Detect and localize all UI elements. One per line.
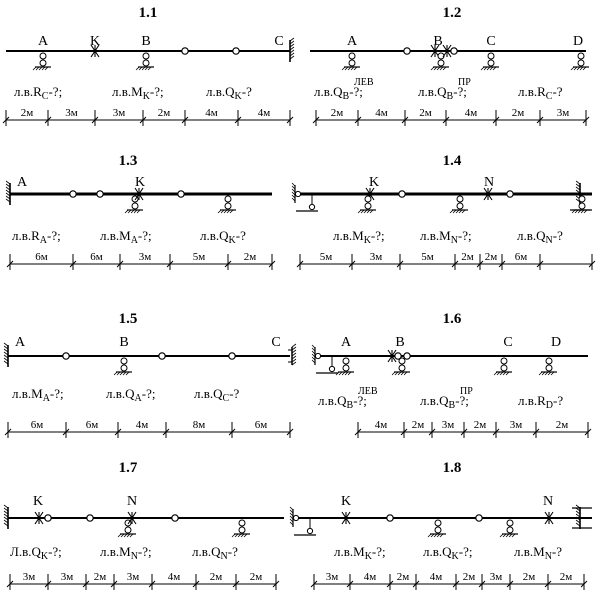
problem-title: 1.2 [442, 5, 462, 21]
influence-line-query [423, 544, 472, 562]
hinge-icon [178, 191, 184, 197]
hinge-icon [476, 515, 482, 521]
span-length-label: 2м [330, 107, 344, 119]
influence-line-query [206, 84, 252, 102]
query-subscript: D [545, 400, 554, 411]
influence-line-query [12, 228, 61, 246]
span-length-label: 2м [396, 571, 410, 583]
query-prefix: л.в.M [334, 544, 365, 559]
query-prefix: Л.в.Q [10, 544, 41, 559]
query-subscript: C [222, 393, 230, 404]
query-subscript: K [40, 551, 49, 562]
pin-support-icon [450, 196, 468, 214]
query-superscript: ПР [460, 386, 473, 397]
pin-support-icon [136, 53, 154, 71]
point-label: B [433, 34, 443, 49]
query-subscript: K [451, 551, 459, 562]
query-suffix: -? [241, 84, 252, 99]
point-label: C [274, 34, 284, 49]
span-length-label: 8м [192, 419, 206, 431]
sliding-clamp-icon [288, 344, 296, 365]
span-length-label: 2м [419, 107, 432, 119]
fixed-support-icon [290, 38, 294, 62]
query-prefix: л.в.R [14, 84, 42, 99]
query-prefix: л.в.Q [206, 84, 235, 99]
span-length-label: 3м [126, 571, 140, 583]
query-suffix: -? [552, 228, 563, 243]
pin-support-icon [500, 520, 518, 538]
query-subscript: K [364, 551, 372, 562]
pin-support-icon [481, 53, 499, 71]
query-prefix: л.в.M [112, 84, 143, 99]
point-label: K [89, 34, 101, 49]
query-suffix: -?; [149, 84, 164, 99]
point-label: B [119, 335, 129, 350]
hinge-icon [451, 48, 457, 54]
span-length-label: 2м [559, 571, 573, 583]
dimension-line [5, 419, 293, 438]
query-suffix: -?; [457, 228, 472, 243]
point-label: N [126, 494, 138, 509]
query-suffix: -?; [455, 393, 469, 408]
span-length-label: 3м [138, 251, 152, 263]
pin-support-icon [539, 358, 557, 376]
query-subscript: N [450, 235, 458, 246]
problem-panel-8 [290, 460, 592, 590]
pin-support-icon [494, 358, 512, 376]
query-prefix: л.в.Q [200, 228, 229, 243]
hinge-icon [159, 353, 165, 359]
span-length-label: 3м [112, 107, 126, 119]
influence-line-query [14, 84, 62, 102]
point-label: N [542, 494, 554, 509]
influence-line-query [200, 228, 246, 246]
query-subscript: K [234, 91, 242, 102]
query-subscript: N [130, 551, 138, 562]
influence-line-query [100, 544, 152, 562]
query-suffix: -?; [349, 84, 363, 99]
query-subscript: A [130, 235, 138, 246]
span-length-label: 6м [90, 251, 103, 263]
span-length-label: 3м [489, 571, 503, 583]
span-length-label: 6м [514, 251, 528, 263]
query-suffix: -? [551, 544, 563, 559]
query-prefix: л.в.Q [423, 544, 452, 559]
span-length-label: 4м [374, 419, 388, 431]
influence-line-query [106, 386, 155, 404]
span-length-label: 6м [85, 419, 99, 431]
pin-support-icon [232, 520, 250, 538]
span-length-label: 5м [192, 251, 206, 263]
query-subscript: A [39, 235, 48, 246]
query-subscript: N [545, 235, 553, 246]
span-length-label: 2м [484, 251, 498, 263]
span-length-label: 3м [65, 107, 78, 119]
hinge-icon [387, 515, 393, 521]
point-label: N [483, 175, 495, 190]
hinge-icon [229, 353, 235, 359]
influence-line-query [334, 544, 386, 562]
query-superscript: ПР [458, 77, 471, 88]
query-suffix: -?; [141, 386, 156, 401]
query-prefix: л.в.Q [418, 84, 447, 99]
hinge-icon [182, 48, 188, 54]
point-label: A [340, 335, 352, 350]
query-suffix: -?; [47, 228, 61, 243]
span-length-label: 3м [60, 571, 74, 583]
pin-support-icon [118, 520, 136, 538]
query-suffix: -?; [371, 544, 386, 559]
span-length-label: 2м [93, 571, 107, 583]
point-label: K [368, 175, 380, 190]
query-subscript: N [220, 551, 228, 562]
hinge-icon [399, 191, 405, 197]
query-subscript: K [228, 235, 236, 246]
influence-line-query [514, 544, 562, 562]
span-length-label: 2м [243, 251, 257, 263]
query-suffix: -? [552, 84, 563, 99]
point-label: C [486, 34, 496, 49]
query-prefix: л.в.Q [420, 393, 449, 408]
vertical-roller-support-icon [290, 507, 316, 535]
query-prefix: л.в.M [420, 228, 451, 243]
pin-support-icon [125, 196, 143, 214]
query-suffix: -?; [48, 544, 62, 559]
influence-line-query [518, 393, 563, 411]
query-prefix: л.в.Q [192, 544, 221, 559]
problem-panel-1 [3, 5, 294, 126]
point-label: C [271, 335, 281, 350]
span-length-label: 6м [254, 419, 268, 431]
influence-line-query [420, 228, 472, 246]
vertical-roller-support-icon [292, 183, 318, 211]
influence-line-query [112, 84, 164, 102]
query-prefix: л.в.M [100, 228, 131, 243]
influence-line-query [100, 228, 152, 246]
query-suffix: -? [235, 228, 246, 243]
dimension-line [7, 251, 275, 270]
query-prefix: л.в.M [12, 386, 43, 401]
query-subscript: C [41, 91, 49, 102]
span-length-label: 4м [167, 571, 181, 583]
influence-line-query [517, 228, 563, 246]
problem-panel-6 [312, 311, 591, 438]
span-length-label: 2м [157, 107, 171, 119]
influence-line-query [518, 84, 563, 102]
query-subscript: B [446, 91, 454, 102]
query-suffix: -?; [370, 228, 385, 243]
dimension-line [313, 107, 589, 126]
query-suffix: -?; [453, 84, 467, 99]
span-length-label: 5м [319, 251, 333, 263]
span-length-label: 6м [35, 251, 48, 263]
query-prefix: л.в.Q [517, 228, 546, 243]
hinge-icon [404, 353, 410, 359]
span-length-label: 2м [249, 571, 263, 583]
point-label: C [503, 335, 513, 350]
hinge-icon [172, 515, 178, 521]
span-length-label: 4м [135, 419, 149, 431]
point-label: A [37, 34, 49, 49]
span-length-label: 2м [511, 107, 525, 119]
span-length-label: 4м [257, 107, 271, 119]
span-length-label: 5м [421, 251, 434, 263]
span-length-label: 2м [461, 251, 474, 263]
query-suffix: -?; [137, 228, 152, 243]
problem-panel-3 [6, 153, 275, 270]
problem-title: 1.5 [118, 311, 138, 327]
point-label: K [32, 494, 44, 509]
span-length-label: 2м [473, 419, 487, 431]
vertical-roller-support-icon [312, 345, 338, 373]
pin-support-icon [431, 53, 449, 71]
span-length-label: 3м [441, 419, 455, 431]
query-prefix: л.в.R [518, 84, 546, 99]
span-length-label: 4м [363, 571, 377, 583]
point-label: K [134, 175, 146, 190]
fixed-support-icon [4, 343, 8, 367]
pin-support-icon [33, 53, 51, 71]
problem-title: 1.6 [442, 311, 462, 327]
influence-line-query [194, 386, 240, 404]
problem-panel-4 [292, 153, 595, 270]
dimension-line [297, 251, 595, 270]
span-length-label: 3м [22, 571, 36, 583]
pin-support-icon [428, 520, 446, 538]
query-prefix: л.в.R [12, 228, 40, 243]
query-subscript: B [346, 400, 354, 411]
span-length-label: 2м [462, 571, 476, 583]
point-label: A [16, 175, 28, 190]
dimension-line [355, 419, 591, 438]
query-prefix: л.в.Q [318, 393, 347, 408]
point-label: B [395, 335, 405, 350]
query-suffix: -? [553, 393, 564, 408]
query-suffix: -? [229, 386, 240, 401]
span-length-label: 4м [464, 107, 478, 119]
span-length-label: 2м [522, 571, 536, 583]
query-subscript: N [544, 551, 552, 562]
query-prefix: л.в.M [100, 544, 131, 559]
problem-title: 1.8 [442, 460, 462, 476]
span-length-label: 4м [375, 107, 388, 119]
problem-panel-2 [310, 5, 589, 126]
point-label: D [550, 335, 562, 350]
query-prefix: л.в.Q [194, 386, 223, 401]
fixed-support-icon [6, 181, 10, 205]
point-label: B [141, 34, 151, 49]
hinge-icon [233, 48, 239, 54]
query-prefix: л.в.R [518, 393, 546, 408]
hinge-icon [507, 191, 513, 197]
query-subscript: B [448, 400, 456, 411]
dimension-line [7, 571, 279, 590]
problem-title: 1.4 [442, 153, 462, 169]
query-subscript: A [42, 393, 50, 404]
problem-title: 1.1 [138, 5, 158, 21]
query-subscript: B [342, 91, 350, 102]
hinge-icon [70, 191, 76, 197]
influence-line-query [10, 544, 62, 562]
query-prefix: л.в.Q [106, 386, 135, 401]
problem-title: 1.3 [118, 153, 138, 169]
query-suffix: -?; [48, 84, 63, 99]
hinge-icon [404, 48, 410, 54]
query-superscript: ЛЕВ [354, 77, 374, 88]
span-length-label: 3м [509, 419, 523, 431]
influence-line-query [192, 544, 238, 562]
span-length-label: 3м [369, 251, 383, 263]
problem-title: 1.7 [118, 460, 138, 476]
point-label: D [572, 34, 584, 49]
query-suffix: -?; [353, 393, 367, 408]
query-subscript: A [134, 393, 142, 404]
query-prefix: л.в.M [333, 228, 364, 243]
problem-panel-7 [4, 460, 284, 590]
influence-line-query [333, 228, 385, 246]
query-subscript: K [142, 91, 150, 102]
query-suffix: -?; [458, 544, 473, 559]
span-length-label: 2м [555, 419, 569, 431]
span-length-label: 4м [429, 571, 443, 583]
span-length-label: 2м [411, 419, 425, 431]
problem-panel-5 [4, 311, 296, 438]
query-superscript: ЛЕВ [358, 386, 378, 397]
pin-support-icon [571, 53, 589, 71]
influence-line-query [12, 386, 64, 404]
point-label: A [346, 34, 358, 49]
query-prefix: л.в.M [514, 544, 545, 559]
span-length-label: 6м [30, 419, 44, 431]
fixed-support-icon [4, 505, 8, 529]
span-length-label: 2м [20, 107, 34, 119]
hinge-icon [45, 515, 51, 521]
pin-support-icon [336, 358, 354, 376]
query-suffix: -?; [137, 544, 152, 559]
hinge-icon [87, 515, 93, 521]
query-suffix: -?; [49, 386, 64, 401]
dimension-line [311, 571, 587, 590]
query-prefix: л.в.Q [314, 84, 343, 99]
pin-support-icon [114, 358, 132, 376]
hinge-icon [97, 191, 103, 197]
query-suffix: -? [227, 544, 238, 559]
span-length-label: 3м [556, 107, 570, 119]
query-subscript: K [363, 235, 371, 246]
hinge-icon [63, 353, 69, 359]
pin-support-icon [342, 53, 360, 71]
pin-support-icon [218, 196, 236, 214]
point-label: K [340, 494, 352, 509]
point-label: A [14, 335, 26, 350]
span-length-label: 4м [205, 107, 218, 119]
span-length-label: 3м [325, 571, 339, 583]
dimension-line [3, 107, 293, 126]
query-subscript: C [545, 91, 553, 102]
span-length-label: 2м [209, 571, 223, 583]
